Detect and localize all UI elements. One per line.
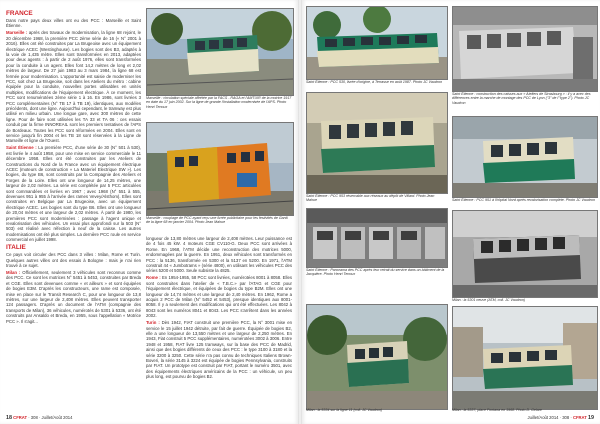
left-page [0, 0, 298, 424]
right-footer-issue: Juillet/Août 2014 · 308 · [527, 415, 572, 420]
left-page-number: 18 [6, 415, 12, 421]
photo-st-etienne-panorama [306, 208, 448, 268]
marseille-paragraph [6, 30, 141, 144]
milan-continuation: longueur de 13,80 mètres une largeur de 2,408 mètres. Leur puissance est de 4 fois 45 kW. 4 moteurs CGE CV110-G. Deux PCC sont arrivées à Rome. En 1968, l'ATM décide une reconstruction des motrices 5000, endommagées par la guerre. En 1951, deux véhicules sont transformés en PCC : la 5136, transformée en 5300 et la 5137 en 5200. En 1971, l'ATM construit 44 « Jumbotrams » (série 4800), en utilisant les véhicules PCC des séries 5200 et 5000. Seule subsiste la 4825. [146, 236, 292, 274]
rome-text: En 1954-1955, 58 PCC sont livrées, numérotées 8001 à 8058. Elles sont construites dans l'atelier de « T.B.C.» par l'ATAG et CGE pour l'équipement électrique, et équipées de bogies du type B2M. Elles ont une longueur de 14,74 mètres et une largeur de 2,40 mètres. En 1962, Rome a acquis 2 PCC de Milan (N° 5452 et 5453), presque identiques aux 8001-8058. Il y a seulement des modifications qui ont été effectuées. Les 8042 à 8043 sont les numéros 8041 et 8043. Les PCC s'arrêtent dans les années 2002. [146, 275, 292, 319]
stetienne-text: La première PCC, d'une série de 30 (N° 501 à 530), est livrée le 4 août 1958, pour une mise en service commerciale le 11 décembre 1958. Elles ont été construites par les Ateliers de Constructions du Nord de la France avec un équipement électrique ACEC (moteurs de construction « La Materiel Electrique SW »). Les bogies, du type B6, sont construits par la Compagnie des Ateliers et Forges de la Loire. Elles ont une longueur de 14,25 mètres, une largeur de 2,02 mètres. La série est complétée par 5 PCC articulées sont commandées et livrées en 1967 ; avec 1968 (N° 551 à 555, devenues 951 à 955 à l'arrivée des rames Vevey/Alsthom). Elles sont construites en Belgique par La Brugeoise, avec un équipement électrique ACEC. Les bogies sont du type B6. Elles ont une longueur de 20,04 mètres et une largeur de 2,02 mètres. À partir de 1980, les premières PCC sont modernisées : passage à l'agent unique et revalorisation des véhicules. Un essai plus approfondi sur la 503 (N° 503) est réalisé avec réfection à neuf de la caisse. Les autres modernisations ont été plus simples. La dernière PCC roule en service commercial en juillet 1998. [6, 145, 141, 243]
stetienne-paragraph [6, 145, 141, 242]
right-page-number: 19 [588, 415, 594, 421]
section-heading-italie: ITALIE [6, 244, 26, 252]
marseille-text: après des travaux de modernisation, la ligne 68 rejoint, le 20 décembre 1968, la première PCC 2ème série de 16 (« N° 2001 à 2016). Elles ont été construites par La Brugeoise avec un équipement électrique ACEC (Westinghouse). Les bogies sont des B3, adaptés à la voie de 1,435 mètre. Elles sont transformées en 2013, adaptées pour deux agents : à partir de 2 août 1976, elles sont transformées pour la conduite à un agent. Elles font 14,2 mètres de long et 2,02 mètres de largeur. De 27 juin 1983 au 3 mars 1984, la ligne 68 est fermée pour modernisation. L'opportunité est saisie de moderniser les PCC, soit chez La Brugeoise, soit dans les Ateliers du métro : cabine équipée pour la conduite, nouvelles portes utilisables en unités multiples, modifications de l'équipement électrique. À ce moment, les PCC sont renumérotées 2ème série 1 à 16. En 1986, sont livrées 3 PCC complémentaires (N° TB 17 à TB 19), identiques, aux modèles précédents, dont une ligne. Aujourd'hui cependant, le tramway est plus utilisé en milieu urbain. Une longue gare, avec 300 mètres de cette ligne. Pour de faire sont utilisées les TA 33 et TA 06 : ces essais conduit par la firme INNOREAIL sont les premiers tentatives de l'APS de Bordeaux. Toutes les PCC sont réformées en 2004. Elles sont en service jusqu'à fin 2004 et les TB 18 sont réservées à la Ligne de Marseille et ligne de l'Ouest. [6, 30, 141, 144]
caption-marseille-top: Marseille : circulation spéciale affrétée par la FACS - RAGA et l'AMTUIR de la motrice 1917 en date du 17 juin 2002. Sur la ligne de grande l'Installation modernisée de l'APS. Photo Henri Tenoux [146, 96, 292, 109]
left-footer-issue: · 308 · Juillet/Août 2014 [28, 415, 73, 420]
caption-milan-c: Milan : la 5337, place Fontana en 1968. Photo D. Gelare [452, 408, 542, 412]
right-footer [528, 415, 594, 421]
caption-st-etienne-e: Saint Étienne : Panorama des PCC après leur retrait du service dans un bâtiment de la Jacquière. Photo Henri Tenoux [306, 268, 445, 277]
milan-lead: Milan : [6, 269, 21, 275]
france-intro: Dans notre pays deux villes ont eu des PCC : Marseille et Saint Étienne. [6, 18, 141, 29]
photo-milan-5334 [306, 304, 448, 410]
caption-milan-a: Milan : la 5301 neuve (ATM, coll. JC Vaudron) [452, 298, 526, 302]
italie-intro: Ce pays voit circuler des PCC dans 3 villes : Milan, Rome et Turin. Quelques autres villes ont des essais à Bologne : mais je n'ai rien trouvé à ce sujet. [6, 252, 141, 268]
photo-marseille-orange-tram [146, 122, 294, 216]
right-page [302, 0, 600, 424]
turin-lead: Turin : [146, 320, 160, 326]
caption-st-etienne-d: Saint Étienne : PCC 951 à l'hôpital Nord après revalorisation complète. Photo JC Vaudron [452, 198, 595, 202]
photo-milan-5301 [452, 210, 598, 298]
caption-st-etienne-c: Saint Étienne : PCC 953 réservable aux réseaux au dépôt de Villard. Photo Jean Mahue [306, 194, 435, 203]
photo-marseille-green-tram [146, 8, 294, 96]
caption-st-etienne-b: Saint Étienne : construction des caisses aux « Ateliers de Strasbourg » : il y a avec des différences entre la marche de montage des PCC de Lyon ("3" de l'"type 2"). Photo JC Vaudron [452, 92, 591, 105]
photo-st-etienne-pcc-530 [306, 6, 448, 80]
photo-st-etienne-construction [452, 6, 598, 92]
right-footer-brand: CFRAT [572, 415, 587, 420]
left-text-column [6, 10, 141, 410]
center-text-column [146, 236, 292, 408]
caption-marseille-bottom: Marseille : couplage de PCC ayant reçu une livrée publicitaire pour les festivités de Gardi de la ligne 68 en janvier 2004. Photo Jean Mahue [146, 216, 288, 225]
turin-text: Dès 1942, FIAT construit une première PCC, la N° 3001 mise en service le 15 juillet 1942 détruite, par fait de guerre. Équipée de bogies B2, elle a une longueur de 13,550 mètres et une largeur de 2,250 mètres. En 1943, Fiat construit 5 PCC supplémentaires, numérotées 3002 à 3006. Entre 1948 et 1958, FIAT livre 125 tramways, sur la base des PCC de Madrid, ainsi que des bogies différents de ceux des PCC : le type 3100 à 3180 et la série 3200 à 3250. Cette série n'a pas connu de techniques Italiens Brown-Boveri, la série 3145 à 3224 est équipée de bogies Pennsylvania, construits par FIAT. Un prototype est construit par FIAT, portant le numéro 3501, avec des équipements électriques américains de la PCC : un véhicule, un peu plus long, est pourvu de bogies B2. [146, 320, 292, 380]
photo-st-etienne-pcc-953 [306, 92, 448, 194]
rome-paragraph [146, 275, 292, 318]
marseille-lead: Marseille : [6, 30, 28, 36]
caption-st-etienne-a: Saint Étienne : PCC 530, livrée d'origine, à Terrasse en août 1987. Photo JC Vaudron [306, 80, 443, 84]
left-footer-brand: CFRAT [13, 415, 28, 420]
milan-paragraph [6, 270, 141, 324]
section-heading-france: FRANCE [6, 10, 33, 17]
photo-milan-5337 [452, 306, 598, 410]
milan-text: Officiellement, seulement 3 véhicules sont reconnus comme des PCC. Ce sont les motrices N° 5451 à 5453, construites par Breda et CGE. Elles sont devenues comme « et ailleurs » et sont équipées de bogies E3M. D'après les constructeurs, une rame est composée, mise en place sur le Transit Research C, pour une longueur de 13,8 mètres, sur une largeur de 2,408 mètres. Elles peuvent transporter 124 passagers. D'après un document de l'ATM (compagnie des transports de Milan), 36 véhicules, numérotés de 5301 à 5336, ont été construits par Ansaldo et Breda, en 1955, sous l'appellation « Motrice PCC ». Il s'agit... [6, 269, 141, 324]
photo-st-etienne-pcc-951 [452, 116, 598, 198]
rome-lead: Rome : [146, 275, 161, 281]
stetienne-lead: Saint Étienne : [6, 145, 37, 151]
turin-paragraph [146, 320, 292, 379]
caption-milan-b: Milan : la 5334 sur la ligne 11 (coll. JC Vaudron) [306, 408, 383, 412]
left-footer [6, 415, 72, 421]
